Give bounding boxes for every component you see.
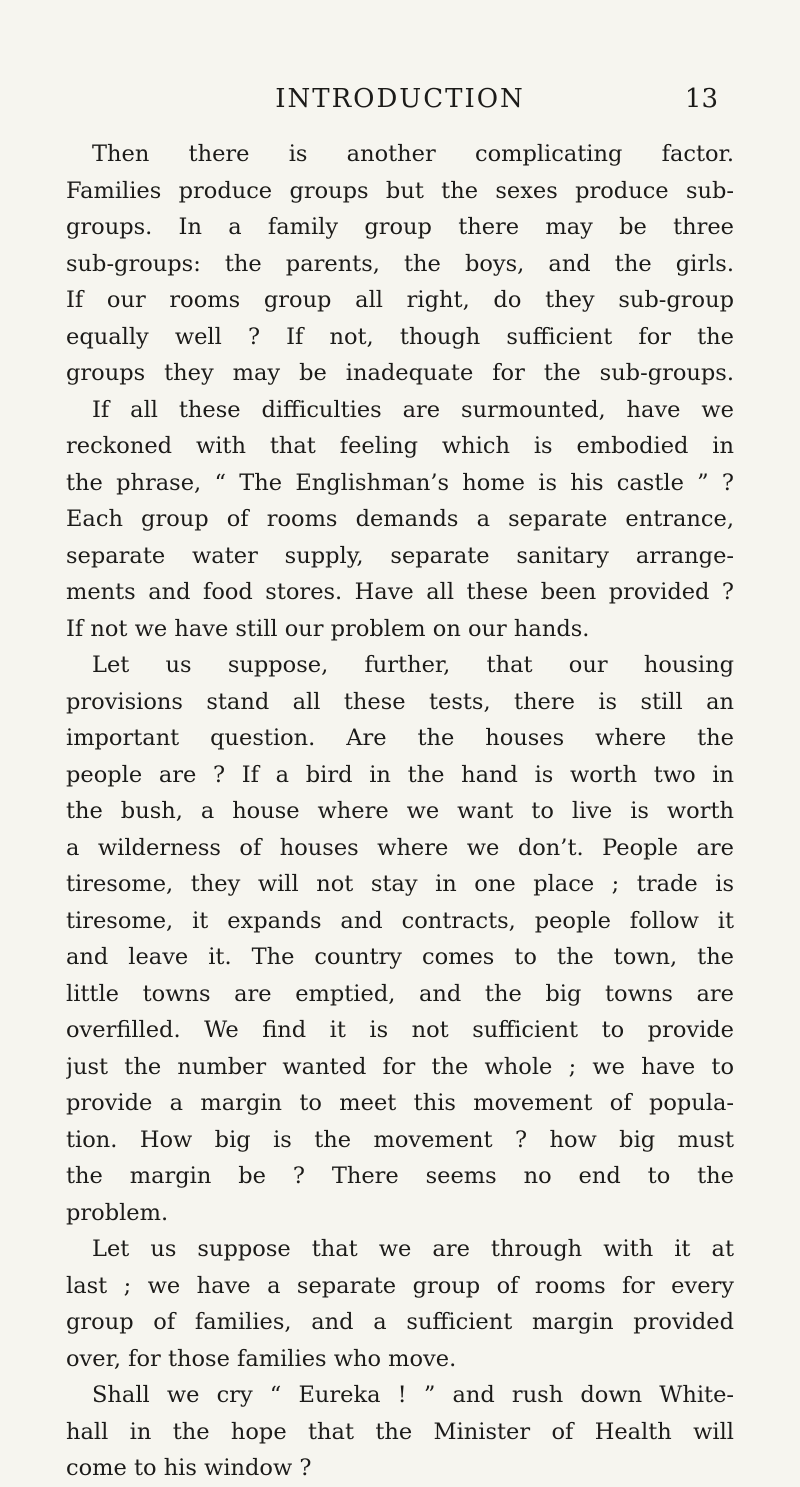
- text-line: sub-groups: the parents, the boys, and the girls.: [66, 250, 734, 277]
- text-line: hall in the hope that the Minister of Health will: [66, 1418, 734, 1445]
- text-line: just the number wanted for the whole ; we have to: [66, 1053, 734, 1080]
- text-line: group of families, and a sufficient margin provided: [66, 1309, 734, 1335]
- text-line: a wilderness of houses where we don’t. People are: [66, 834, 734, 861]
- text-line: the phrase, “ The Englishman’s home is his castle ” ?: [66, 469, 734, 496]
- page-number: 13: [684, 84, 718, 114]
- page-header: [0, 84, 800, 124]
- text-line: and leave it. The country comes to the town, the: [66, 944, 734, 970]
- text-line: separate water supply, separate sanitary arrange-: [66, 542, 734, 569]
- text-line: If all these difficulties are surmounted, have we: [92, 396, 734, 423]
- text-line: Let us suppose, further, that our housing: [92, 652, 734, 678]
- running-head: INTRODUCTION: [275, 84, 525, 114]
- text-line: Then there is another complicating factor.: [92, 141, 734, 167]
- text-line: Each group of rooms demands a separate entrance,: [66, 506, 734, 532]
- text-line: tiresome, they will not stay in one place ; trade is: [66, 871, 734, 897]
- text-line: If not we have still our problem on our hands.: [66, 615, 590, 642]
- text-line: reckoned with that feeling which is embodied in: [66, 433, 734, 459]
- text-line: last ; we have a separate group of rooms for every: [66, 1272, 734, 1299]
- text-line: tiresome, it expands and contracts, people follow it: [66, 907, 734, 934]
- text-line: Shall we cry “ Eureka ! ” and rush down White-: [92, 1382, 734, 1408]
- text-line: ments and food stores. Have all these been provided ?: [66, 579, 734, 605]
- text-line: people are ? If a bird in the hand is worth two in: [66, 761, 734, 788]
- text-line: come to his window ?: [66, 1455, 312, 1481]
- text-line: problem.: [66, 1199, 169, 1226]
- text-line: equally well ? If not, though sufficient for the: [66, 323, 734, 350]
- body-text: [66, 136, 734, 1487]
- text-line: tion. How big is the movement ? how big must: [66, 1126, 734, 1153]
- text-line: If our rooms group all right, do they sub-group: [66, 287, 734, 313]
- text-line: Families produce groups but the sexes produce sub-: [66, 177, 734, 204]
- text-line: the bush, a house where we want to live is worth: [66, 798, 734, 824]
- text-line: groups. In a family group there may be three: [66, 214, 734, 240]
- text-line: groups they may be inadequate for the sub-groups.: [66, 360, 734, 386]
- text-line: overfilled. We find it is not sufficient to provide: [66, 1017, 734, 1043]
- text-line: Let us suppose that we are through with it at: [92, 1236, 734, 1262]
- text-line: over, for those families who move.: [66, 1345, 457, 1372]
- text-line: provisions stand all these tests, there is still an: [66, 688, 734, 715]
- text-line: little towns are emptied, and the big towns are: [66, 980, 734, 1007]
- text-line: important question. Are the houses where the: [66, 725, 734, 751]
- text-line: provide a margin to meet this movement of popula-: [66, 1090, 734, 1116]
- text-line: the margin be ? There seems no end to the: [66, 1163, 734, 1189]
